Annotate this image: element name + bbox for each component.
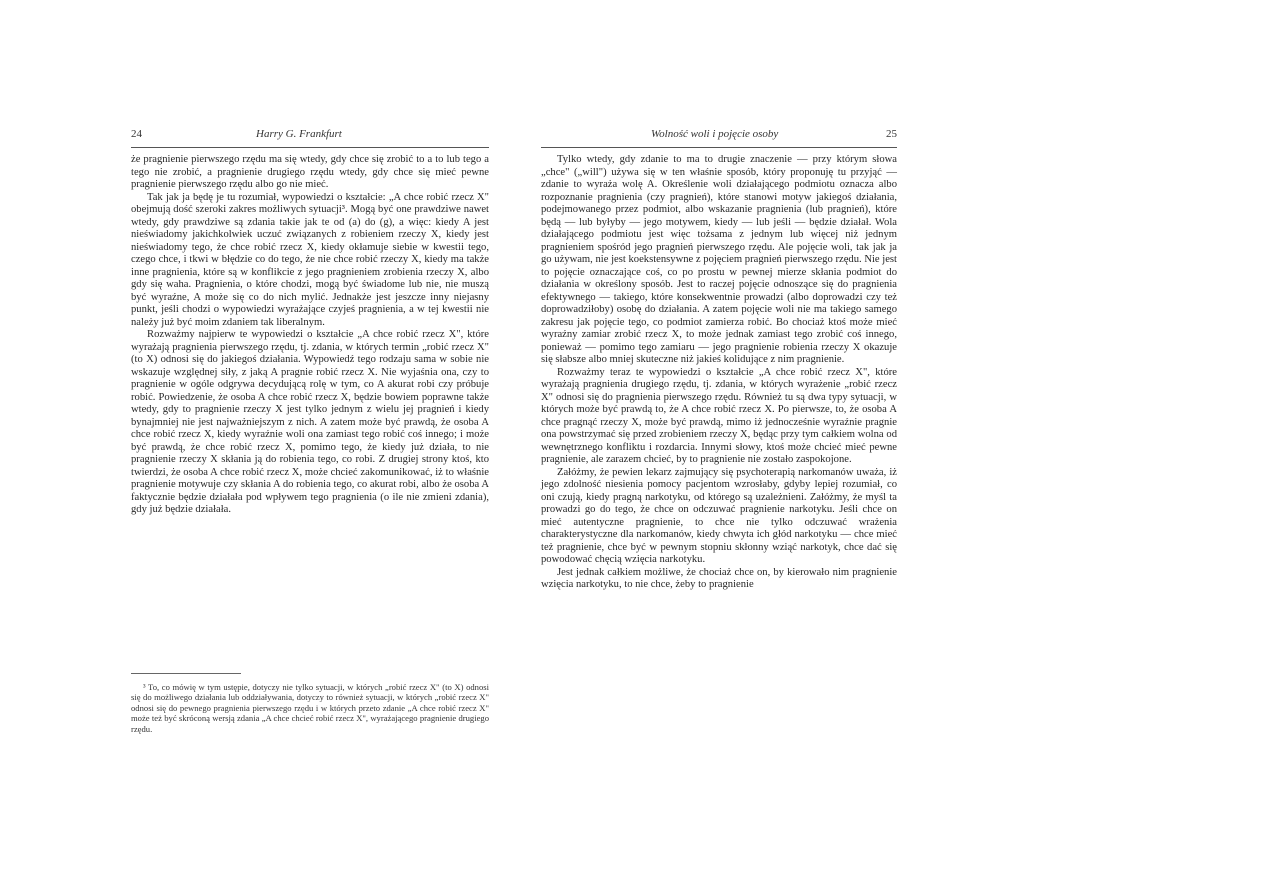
right-page-header xyxy=(541,128,897,144)
paragraph: Rozważmy teraz te wypowiedzi o kształcie „A chce robić rzecz X", które wyrażają pragnienia drugiego rzędu, tj. zdania, w których wyrażenie „robić rzecz X" odnosi się do pragnienia pierwszego rzędu. Również tu są dwa typy sytuacji, w których może być prawdą to, że A chce robić rzecz X. Po pierwsze, to, że osoba A chce pragnąć rzeczy X, może być prawdą, mimo iż jednocześnie wyraźnie pragnie ona powstrzymać się przed zrobieniem rzeczy X, będąc przy tym całkiem wolna od wewnętrznego konfliktu i rozdarcia. Innymi słowy, ktoś może chcieć mieć pewne pragnienie, ale zarazem chcieć, by to pragnienie nie zostało zaspokojone. xyxy=(541,366,897,465)
footnote: ³ To, co mówię w tym ustępie, dotyczy nie tylko sytuacji, w których „robić rzecz X" (to X) odnosi się do możliwego działania lub oddziaływania, dotyczy to również sytuacji, w których „robić rzecz X" odnosi się do pewnego pragnienia pierwszego rzędu i w których przeto zdanie „A chce robić rzecz X" może też być skróconą wersją zdania „A chce chcieć robić rzecz X", wyrażającego pragnienie drugiego rzędu. xyxy=(131,682,489,734)
paragraph: Jest jednak całkiem możliwe, że chociaż chce on, by kierowało nim pragnienie wzięcia narkotyku, to nie chce, żeby to pragnienie xyxy=(541,566,897,590)
header-rule xyxy=(541,147,897,148)
left-page-number: 24 xyxy=(131,128,142,140)
left-page-header xyxy=(131,128,489,144)
footnote-rule xyxy=(131,673,241,674)
right-running-head: Wolność woli i pojęcie osoby xyxy=(651,128,779,140)
paragraph: Tak jak ja będę je tu rozumiał, wypowiedzi o kształcie: „A chce robić rzecz X" obejmują dość szeroki zakres możliwych sytuacji³. Mogą być one prawdziwe nawet wtedy, gdy prawdziwe są zdania takie jak te od (a) do (g), a więc: kiedy A jest nieświadomy jakichkolwiek uczuć związanych z robieniem rzeczy X, kiedy jest nieświadomy tego, że chce robić rzecz X, kiedy okłamuje siebie w kwestii tego, czego chce, i tkwi w błędzie co do tego, że nie chce robić rzeczy X, kiedy ma także inne pragnienia, które są w konflikcie z jego pragnieniem zrobienia rzeczy X, albo gdy się waha. Pragnienia, o które chodzi, mogą być świadome lub nie, nie muszą być wyraźne, A może się co do nich mylić. Jednakże jest jeszcze inny niejasny punkt, jeśli chodzi o wypowiedzi wyrażające czyjeś pragnienia, a w tej kwestii nie należy już być moim zdaniem tak liberalnym. xyxy=(131,191,489,328)
paragraph: Rozważmy najpierw te wypowiedzi o kształcie „A chce robić rzecz X", które wyrażają pragnienia pierwszego rzędu, tj. zdania, w których termin „robić rzecz X" (to X) odnosi się do jakiegoś działania. Wypowiedź tego rodzaju sama w sobie nie wskazuje względnej siły, z jaką A pragnie robić rzecz X. Nie wyjaśnia ona, czy to pragnienie w ogóle odgrywa decydującą rolę w tym, co A akurat robi czy próbuje robić. Powiedzenie, że osoba A chce robić rzecz X, będzie bowiem poprawne także wtedy, gdy to pragnienie rzeczy X jest tylko jednym z wielu jej pragnień i kiedy bynajmniej nie jest najważniejszym z nich. A zatem może być prawdą, że osoba A chce robić rzecz X, kiedy wyraźnie woli ona zamiast tego robić coś innego; i może być prawdą, że chce robić rzecz X, pomimo tego, że kiedy już działa, to nie pragnienie rzeczy X skłania ją do robienia tego, co robi. Z drugiej strony ktoś, kto twierdzi, że osoba A chce robić rzecz X, może chcieć zakomunikować, iż to właśnie pragnienie motywuje czy skłania A do robienia tego, co akurat robi, albo że osoba A faktycznie będzie działała pod wpływem tego pragnienia (o ile nie zmieni zdania), gdy już będzie działała. xyxy=(131,329,489,515)
paragraph: Tylko wtedy, gdy zdanie to ma to drugie znaczenie — przy którym słowa „chce" („will") używa się w ten właśnie sposób, który proponuję tu przyjąć — zdanie to wyraża wolę A. Określenie woli działającego podmiotu oznacza albo rozpoznanie pragnienia (czy pragnień), które stanowi motyw jakiegoś działania, podejmowanego przez podmiot, albo wskazanie pragnienia (lub pragnień), które będą — lub byłyby — jego motywem, kiedy — lub jeśli — będzie działał. Wola działającego podmiotu jest więc tożsama z jednym lub więcej niż jednym pragnieniem spośród jego pragnień pierwszego rzędu. Ale pojęcie woli, tak jak ja go używam, nie jest koekstensywne z pojęciem pragnień pierwszego rzędu. Nie jest to pojęcie oznaczające coś, co po prostu w pewnej mierze skłania podmiot do działania w określony sposób. Jest to raczej pojęcie odnoszące się do pragnienia efektywnego — takiego, które konsekwentnie prowadzi (albo doprowadzi czy też doprowadziłoby) osobę do działania. A zatem pojęcie woli nie ma takiego samego zakresu jak pojęcie tego, co podmiot zamierza robić. Bo chociaż ktoś może mieć wyraźny zamiar zrobić rzecz X, to może jednak zamiast tego zrobić coś innego, ponieważ — pomimo tego zamiaru — jego pragnienie robienia rzeczy X okazuje się słabsze albo mniej skuteczne niż jakieś kolidujące z nim pragnienie. xyxy=(541,154,897,365)
header-rule xyxy=(131,147,489,148)
right-page-body xyxy=(541,154,897,592)
left-running-head: Harry G. Frankfurt xyxy=(256,128,342,140)
paragraph: Załóżmy, że pewien lekarz zajmujący się psychoterapią narkomanów uważa, iż jego zdolność niesienia pomocy pacjentom wzrosłaby, gdyby lepiej rozumiał, co oni czują, kiedy pragną narkotyku, od którego są uzależnieni. Załóżmy, że myśl ta prowadzi go do tego, że chce on odczuwać pragnienie narkotyku. Jeśli chce on mieć autentyczne pragnienie, to chce nie tylko odczuwać wrażenia charakterystyczne dla narkomanów, kiedy chwyta ich głód narkotyku — chce mieć też pragnienie, chce być w pewnym stopniu skłonny wziąć narkotyk, chce dać się powodować chęcią wzięcia narkotyku. xyxy=(541,466,897,565)
paragraph: że pragnienie pierwszego rzędu ma się wtedy, gdy chce się zrobić to a to lub tego a tego nie zrobić, a pragnienie drugiego rzędu wtedy, gdy chce się mieć pewne pragnienie pierwszego rzędu albo go nie mieć. xyxy=(131,154,489,190)
right-page-number: 25 xyxy=(886,128,897,140)
left-page-body xyxy=(131,154,489,517)
left-page xyxy=(131,128,489,734)
right-page xyxy=(541,128,897,590)
